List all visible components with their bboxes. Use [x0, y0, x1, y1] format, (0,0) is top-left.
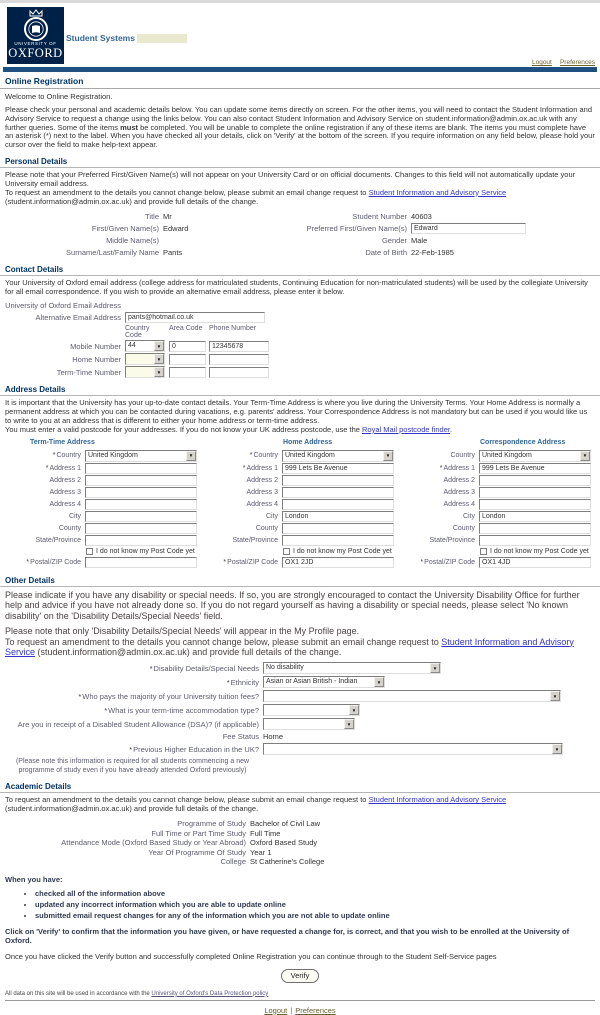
personal-note-2: To request an amendment to the details you cannot change below, please submit an email change request to Student Information and Advisory Service (student.information@admin.ox.ac.uk) and provide full details of the change.: [5, 187, 507, 206]
college-value: St Catherine's College: [250, 857, 325, 867]
header: [0, 3, 600, 67]
footer-links: Logout | Preferences: [264, 1005, 336, 1015]
data-protection-note: All data on this site will be used in accordance with the University of Oxford's Data Protection policy: [5, 990, 269, 997]
phone-column-headers: [5, 325, 595, 339]
chevron-down-icon: ▼: [154, 354, 164, 364]
termtime-city-input[interactable]: [85, 511, 197, 522]
personal-details-heading: Personal Details: [5, 157, 68, 167]
logout-link[interactable]: Logout: [264, 1005, 288, 1015]
termtime-number-label: Term-Time Number: [56, 367, 121, 377]
home-number-label: Home Number: [72, 354, 121, 364]
checklist-item: • updated any incorrect information which you are able to update online: [35, 900, 595, 909]
preferred-name-input[interactable]: [411, 223, 526, 234]
mobile-phone-input[interactable]: [209, 341, 269, 352]
alt-email-input[interactable]: [125, 312, 265, 323]
home-country-select[interactable]: [125, 353, 165, 365]
termtime-area-input[interactable]: [169, 367, 206, 378]
title-label: Title: [145, 212, 159, 222]
surname-label: Surname/Last/Family Name: [66, 248, 159, 258]
dsa-label: Are you in receipt of a Disabled Student Allowance (DSA)? (if applicable): [17, 719, 259, 729]
termtime-country-value: [126, 367, 154, 377]
home-address4-input[interactable]: [282, 499, 394, 510]
home-address1-input[interactable]: [282, 463, 394, 474]
fulltime-value: Full Time: [250, 828, 281, 838]
dob-label: Date of Birth: [365, 248, 407, 258]
fulltime-label: Full Time or Part Time Study: [151, 828, 246, 838]
data-protection-link[interactable]: University of Oxford's Data Protection policy: [151, 990, 269, 997]
chevron-down-icon: ▼: [580, 451, 590, 461]
dob-value: 22-Feb-1985: [411, 248, 454, 258]
surname-value: Pants: [163, 248, 183, 258]
tuition-fees-label: *Who pays the majority of your University tuition fees?: [78, 691, 259, 701]
home-country-address-select[interactable]: United Kingdom ▼: [282, 450, 394, 462]
corr-address2-input[interactable]: [479, 475, 591, 486]
termtime-address3-input[interactable]: [85, 487, 197, 498]
preferences-link[interactable]: Preferences: [295, 1005, 336, 1015]
termtime-address-column: Term-Time Address *Country United Kingdom ▼ *Address 1 Address 2 Address 3 Address 4 City County State/Province I do not know my Post Code yet *Postal/ZIP Code: [5, 439, 202, 569]
home-country-value: [126, 354, 154, 364]
ethnicity-label: *Ethnicity: [226, 677, 259, 687]
programme-label: Programme of Study: [177, 819, 246, 829]
logo-university-of-text: UNIVERSITY OF: [14, 41, 57, 46]
checklist: [35, 889, 595, 920]
section-rule: [0, 586, 600, 587]
termtime-address-title: Term-Time Address: [30, 438, 95, 446]
address-note-1: It is important that the University has your up-to-date contact details. Your Term-Time Address is where you live during the University Terms. Your Home Address is normally a permanent address at which you can be contacted during vacations, e.g. parents' address. Your Correspondence Address is not mandatory but can be used if you would like us to write to you at an address that is different to either your home address or term-time address.: [5, 398, 588, 425]
programme-value: Bachelor of Civil Law: [250, 819, 321, 829]
home-area-input[interactable]: [169, 354, 206, 365]
address-columns: [5, 439, 595, 569]
corr-country-address-select[interactable]: United Kingdom ▼: [479, 450, 591, 462]
mobile-country-value: 44: [128, 342, 136, 350]
other-note-3: To request an amendment to the details you cannot change below, please submit an email change request to Student Information and Advisory Service (student.information@admin.ox.ac.uk) and provide full details of the change.: [5, 636, 574, 658]
corr-address4-input[interactable]: [479, 499, 591, 510]
verify-button[interactable]: Verify: [281, 969, 320, 983]
year-value: Year 1: [250, 847, 272, 857]
accommodation-select[interactable]: [263, 704, 360, 716]
dsa-select[interactable]: [263, 718, 355, 730]
disability-select[interactable]: No disability ▼: [263, 662, 441, 674]
personal-note-1: Please note that your Preferred First/Given Name(s) will not appear on your University Card or on official documents. Changes to this field will not automatically update your University email address.: [5, 170, 576, 188]
attendance-value: Oxford Based Study: [250, 838, 318, 848]
home-state-input[interactable]: [282, 535, 394, 546]
section-rule: [0, 167, 600, 168]
country-code-header: Country Code: [125, 325, 150, 340]
prev-he-label: *Previous Higher Education in the UK?: [129, 744, 259, 754]
accommodation-label: *What is your term-time accommodation type?: [104, 705, 259, 715]
phone-number-header: Phone Number: [209, 325, 257, 333]
student-number-label: Student Number: [352, 212, 407, 222]
corr-county-input[interactable]: [479, 523, 591, 534]
title-highlight: [137, 34, 187, 43]
termtime-country-select[interactable]: [125, 366, 165, 378]
intro-text: Please check your personal and academic details below. You can update some items directly on screen. For the other items, you will need to contact the Student Information and Advisory Service to request a change using the links below. You can also contact Student Information and Advisory Service on student.information@admin.ox.ac.uk with any further queries. Some of the items must be completed. You will be unable to complete the online registration if any of these items are blank. The items you must complete have an asterisk (*) next to the label. When you have checked all your details, click on 'Verify' at the bottom of the screen. If you require information on any field below, please hold your cursor over the field to make help-text appear.: [5, 104, 595, 150]
fee-status-value: Home: [263, 732, 284, 742]
checklist-item: • checked all of the information above: [35, 889, 595, 898]
oxford-email-label: University of Oxford Email Address: [5, 301, 121, 311]
checklist-item: • submitted email request changes for any of the information which you are not able to update online: [35, 911, 595, 920]
academic-note: To request an amendment to the details you cannot change below, please submit an email change request to Student Information and Advisory Service (student.information@admin.ox.ac.uk) and provide full details of the change.: [5, 795, 507, 814]
chevron-down-icon: ▼: [374, 677, 384, 687]
middle-name-label: Middle Name(s): [106, 236, 159, 246]
section-rule: [0, 275, 600, 276]
first-name-value: Edward: [163, 224, 189, 234]
corr-no-postcode-checkbox[interactable]: [480, 548, 487, 555]
year-label: Year Of Programme Of Study: [148, 847, 246, 857]
oxford-logo: [7, 7, 64, 64]
welcome-text: Welcome to Online Registration.: [5, 92, 113, 101]
home-address3-input[interactable]: [282, 487, 394, 498]
termtime-address4-input[interactable]: [85, 499, 197, 510]
contact-details-heading: Contact Details: [5, 265, 64, 275]
correspondence-address-column: Correspondence Address Country United Kingdom ▼ *Address 1 999 Lets Be Avenue Address 2 Address 3 Address 4 City London County State/Province I do not know my Post Code yet *Postal/ZIP Code OX1 4JD: [399, 439, 596, 569]
royal-mail-link[interactable]: Royal Mail postcode finder: [362, 424, 450, 434]
app-title: Student Systems: [66, 33, 135, 43]
home-city-input[interactable]: [282, 511, 394, 522]
area-code-header: Area Code: [169, 325, 203, 333]
other-note-2: Please note that only 'Disability Details/Special Needs' will appear in the My Profile page.: [5, 625, 360, 636]
logout-link[interactable]: Logout: [531, 59, 552, 66]
home-address2-input[interactable]: [282, 475, 394, 486]
student-number-value: 40603: [411, 212, 432, 222]
corr-postal-input[interactable]: [479, 557, 591, 568]
sias-link[interactable]: Student Information and Advisory Service: [368, 187, 507, 197]
chevron-down-icon: ▼: [349, 705, 359, 715]
address-details-heading: Address Details: [5, 385, 66, 395]
termtime-address2-input[interactable]: [85, 475, 197, 486]
attendance-label: Attendance Mode (Oxford Based Study or Year Abroad): [61, 838, 246, 848]
sias-link[interactable]: Student Information and Advisory Service: [368, 795, 507, 805]
gender-label: Gender: [381, 236, 407, 246]
alt-email-label: Alternative Email Address: [35, 312, 121, 322]
home-postal-input[interactable]: [282, 557, 394, 568]
header-bar: [3, 67, 597, 72]
college-label: College: [220, 857, 246, 867]
header-links: [526, 57, 595, 66]
termtime-address1-input[interactable]: [85, 463, 197, 474]
home-phone-input[interactable]: [209, 354, 269, 365]
continue-note: Once you have clicked the Verify button and successfully completed Online Registration you can continue through to the Student Self-Service pages: [5, 951, 497, 961]
termtime-country-address-select[interactable]: United Kingdom ▼: [85, 450, 197, 462]
corr-city-input[interactable]: [479, 511, 591, 522]
termtime-no-postcode-checkbox[interactable]: [86, 548, 93, 555]
footer-rule: [5, 1000, 595, 1002]
gender-value: Male: [411, 236, 428, 246]
title-value: Mr: [163, 212, 172, 222]
prev-he-note: (Please note this information is required for all students commencing a new programme of study even if you have already attended Oxford previously): [15, 758, 250, 775]
section-rule: [0, 395, 600, 396]
verify-instruction: Click on 'Verify' to confirm that the information you have given, or have requested a change for, is correct, and that you wish to be enrolled at the University of Oxford.: [5, 926, 570, 945]
oxford-crest-icon: [21, 8, 51, 42]
sias-link[interactable]: Student Information and Advisory Service: [5, 636, 574, 658]
title-rule: [0, 88, 600, 89]
first-name-label: First/Given Name(s): [91, 224, 159, 234]
section-rule: [0, 792, 600, 793]
mobile-area-input[interactable]: [169, 341, 206, 352]
chevron-down-icon: ▼: [154, 367, 164, 377]
other-details-heading: Other Details: [5, 575, 55, 585]
home-address-title: Home Address: [283, 438, 333, 446]
contact-note: Your University of Oxford email address (college address for matriculated students, Continuing Education for non-matriculated students) will be used by the collegiate University for all email correspondence. If you wish to provide an alternative email address, please enter it below.: [5, 278, 588, 297]
prev-he-select[interactable]: [263, 743, 563, 755]
tuition-fees-select[interactable]: [263, 690, 561, 702]
when-you-have-heading: When you have:: [5, 874, 63, 884]
termtime-postal-input[interactable]: [85, 557, 197, 568]
academic-details-heading: Academic Details: [5, 782, 72, 792]
termtime-county-input[interactable]: [85, 523, 197, 534]
chevron-down-icon: ▼: [550, 691, 560, 701]
logo-oxford-text: OXFORD: [8, 46, 63, 60]
home-no-postcode-checkbox[interactable]: [283, 548, 290, 555]
termtime-state-input[interactable]: [85, 535, 197, 546]
ethnicity-select[interactable]: Asian or Asian British - Indian ▼: [263, 676, 385, 688]
mobile-country-select[interactable]: [125, 340, 165, 352]
chevron-down-icon: ▼: [430, 663, 440, 673]
chevron-down-icon: ▼: [186, 451, 196, 461]
chevron-down-icon: ▼: [344, 719, 354, 729]
home-address-column: Home Address *Country United Kingdom ▼ *Address 1 999 Lets Be Avenue Address 2 Address 3 Address 4 City London County State/Province I do not know my Post Code yet *Postal/ZIP Code OX1 2JD: [202, 439, 399, 569]
disability-label: *Disability Details/Special Needs: [149, 663, 259, 673]
page-title: Online Registration: [5, 76, 84, 86]
preferences-link[interactable]: Preferences: [559, 59, 595, 66]
other-note-1: Please indicate if you have any disability or special needs. If so, you are strongly encouraged to contact the University Disability Office for further help and advice if you have not already done so. If you do not regard yourself as having a disability or special needs, please select 'No known disability' on the 'Disability Details/Special Needs' field.: [5, 589, 580, 622]
preferred-name-label: Preferred First/Given Name(s): [306, 224, 407, 234]
chevron-down-icon: ▼: [552, 744, 562, 754]
chevron-down-icon: ▼: [154, 341, 164, 351]
home-county-input[interactable]: [282, 523, 394, 534]
termtime-phone-input[interactable]: [209, 367, 269, 378]
mobile-number-label: Mobile Number: [70, 341, 121, 351]
chevron-down-icon: ▼: [383, 451, 393, 461]
address-note-2: You must enter a valid postcode for your addresses. If you do not know your UK address postcode, use the Royal Mail postcode finder.: [5, 424, 453, 434]
corr-address3-input[interactable]: [479, 487, 591, 498]
fee-status-label: Fee Status: [222, 732, 259, 742]
corr-address1-input[interactable]: [479, 463, 591, 474]
correspondence-address-title: Correspondence Address: [480, 438, 566, 446]
corr-state-input[interactable]: [479, 535, 591, 546]
